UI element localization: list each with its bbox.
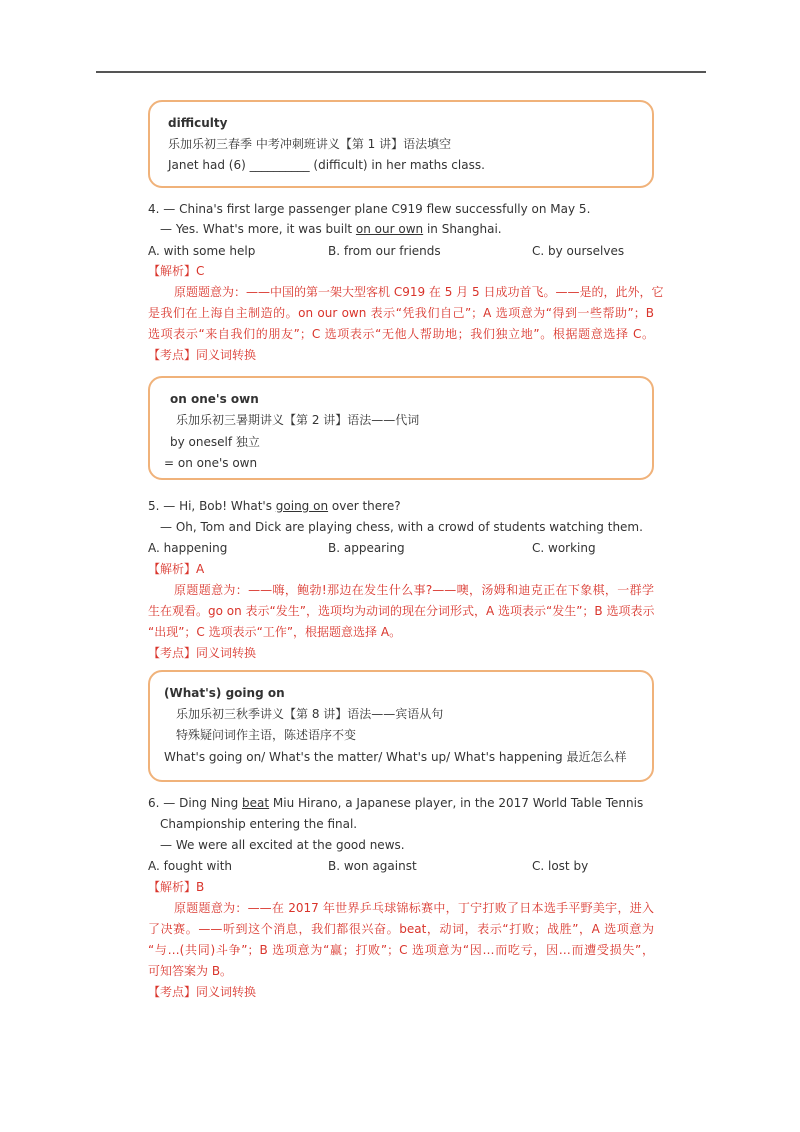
note-heading: difficulty — [168, 116, 228, 130]
note-heading: on one's own — [170, 392, 259, 406]
note-line: 特殊疑问词作主语，陈述语序不变 — [176, 728, 357, 742]
question-6-reply: — We were all excited at the good news. — [160, 838, 405, 852]
question-4-line: 4. — China's first large passenger plane C919 flew successfully on May 5. — [148, 202, 591, 216]
option-a: A. happening — [148, 541, 228, 555]
question-6-line: Championship entering the final. — [160, 817, 358, 831]
question-6-line — [148, 795, 643, 811]
reply-text: in Shanghai. — [423, 222, 502, 236]
note-line: 乐加乐初三暑期讲义【第 2 讲】语法——代词 — [176, 413, 420, 427]
note-line: by oneself 独立 — [170, 435, 260, 449]
reply-text: — Yes. What's more, it was built — [160, 222, 356, 236]
note-line: 乐加乐初三春季 中考冲刺班讲义【第 1 讲】语法填空 — [168, 137, 452, 151]
answer-label: 【解析】C — [148, 264, 205, 278]
option-c: C. lost by — [532, 859, 589, 873]
option-c: C. by ourselves — [532, 244, 625, 258]
explanation-line: 是我们在上海自主制造的。on our own 表示“凭我们自己”；A 选项意为“得到一些帮助”；B — [148, 306, 654, 320]
question-5-line — [148, 498, 401, 514]
question-text: Miu Hirano, a Japanese player, in the 2017 World Table Tennis — [269, 796, 644, 810]
knowledge-point: 【考点】同义词转换 — [148, 646, 257, 660]
option-c: C. working — [532, 541, 596, 555]
knowledge-point: 【考点】同义词转换 — [148, 985, 257, 999]
underlined-phrase: on our own — [355, 222, 424, 236]
explanation-line: 原题题意为：——在 2017 年世界乒乓球锦标赛中，丁宁打败了日本选手平野美宇，进入 — [174, 901, 654, 915]
answer-label: 【解析】A — [148, 562, 205, 576]
option-a: A. fought with — [148, 859, 232, 873]
option-b: B. appearing — [328, 541, 405, 555]
question-text: 5. — Hi, Bob! What's — [148, 499, 276, 513]
explanation-line: 可知答案为 B。 — [148, 964, 233, 978]
explanation-line: 原题题意为：——嗨，鲍勃!那边在发生什么事?——噢，汤姆和迪克正在下象棋，一群学 — [174, 583, 654, 597]
option-b: B. from our friends — [328, 244, 441, 258]
underlined-phrase: beat — [242, 796, 270, 810]
explanation-line: 生在观看。go on 表示“发生”，选项均为动词的现在分词形式，A 选项表示“发生”；B 选项表示 — [148, 604, 655, 618]
note-line: What's going on/ What's the matter/ What's up/ What's happening 最近怎么样 — [164, 750, 627, 764]
explanation-line: “与…(共同)斗争”；B 选项意为“赢；打败”；C 选项意为“因…而吃亏，因…而遭受损失”， — [148, 943, 654, 957]
explanation-line: 选项表示“来自我们的朋友”；C 选项表示“无他人帮助地；我们独立地”。根据题意选择 C。 — [148, 327, 654, 341]
note-line: = on one's own — [164, 456, 258, 470]
option-a: A. with some help — [148, 244, 256, 258]
explanation-line: “出现”；C 选项表示“工作”，根据题意选择 A。 — [148, 625, 402, 639]
header-rule — [96, 71, 706, 73]
underlined-phrase: going on — [275, 499, 329, 513]
question-4-reply — [160, 221, 502, 237]
option-b: B. won against — [328, 859, 417, 873]
note-heading: (What's) going on — [164, 686, 285, 700]
question-text: 6. — Ding Ning — [148, 796, 243, 810]
answer-label: 【解析】B — [148, 880, 205, 894]
explanation-line: 原题题意为：——中国的第一架大型客机 C919 在 5 月 5 日成功首飞。——是的，此外，它 — [174, 285, 664, 299]
note-line: 乐加乐初三秋季讲义【第 8 讲】语法——宾语从句 — [176, 707, 444, 721]
question-text: over there? — [328, 499, 401, 513]
question-5-reply: — Oh, Tom and Dick are playing chess, with a crowd of students watching them. — [160, 520, 643, 534]
explanation-line: 了决赛。——听到这个消息，我们都很兴奋。beat，动词，表示“打败；战胜”，A 选项意为 — [148, 922, 654, 936]
note-line: Janet had (6) __________ (difficult) in her maths class. — [168, 158, 485, 172]
knowledge-point: 【考点】同义词转换 — [148, 348, 257, 362]
